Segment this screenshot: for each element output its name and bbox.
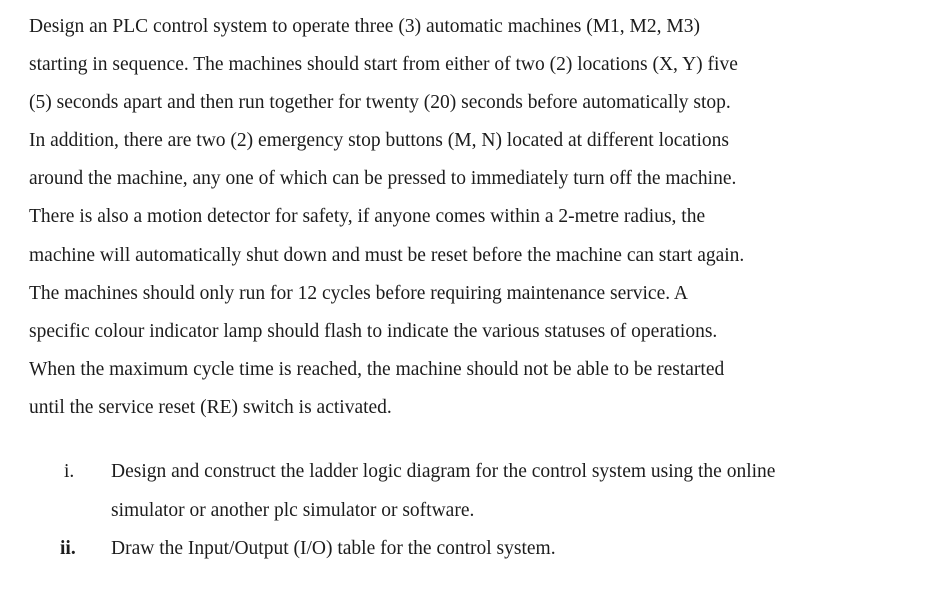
statement-line: Design an PLC control system to operate three (3) automatic machines (M1, M2, M3) <box>29 16 700 37</box>
question-marker: ii. <box>60 538 76 559</box>
question-text-line: Draw the Input/Output (I/O) table for the control system. <box>111 538 556 559</box>
statement-line: When the maximum cycle time is reached, the machine should not be able to be restarted <box>29 358 725 380</box>
question-item-i <box>0 453 925 492</box>
statement-line: The machines should only run for 12 cycles before requiring maintenance service. A <box>29 282 688 304</box>
statement-line: starting in sequence. The machines should start from either of two (2) locations (X, Y) five <box>29 54 738 76</box>
statement-line: until the service reset (RE) switch is activated. <box>29 396 392 418</box>
question-text-line: simulator or another plc simulator or software. <box>111 499 475 521</box>
question-text-line: Design and construct the ladder logic diagram for the control system using the online <box>111 461 776 482</box>
question-item-ii <box>0 530 925 569</box>
question-item-i-continued <box>0 492 925 531</box>
question-marker: i. <box>64 461 75 482</box>
statement-line: machine will automatically shut down and must be reset before the machine can start again. <box>29 244 745 266</box>
statement-line: around the machine, any one of which can be pressed to immediately turn off the machine. <box>29 168 737 190</box>
statement-line: There is also a motion detector for safety, if anyone comes within a 2-metre radius, the <box>29 206 706 228</box>
problem-statement <box>29 8 909 427</box>
statement-line: specific colour indicator lamp should flash to indicate the various statuses of operations. <box>29 320 718 342</box>
statement-line: (5) seconds apart and then run together for twenty (20) seconds before automatically stop. <box>29 92 731 114</box>
statement-line: In addition, there are two (2) emergency stop buttons (M, N) located at different locations <box>29 130 729 152</box>
question-list <box>0 453 925 569</box>
